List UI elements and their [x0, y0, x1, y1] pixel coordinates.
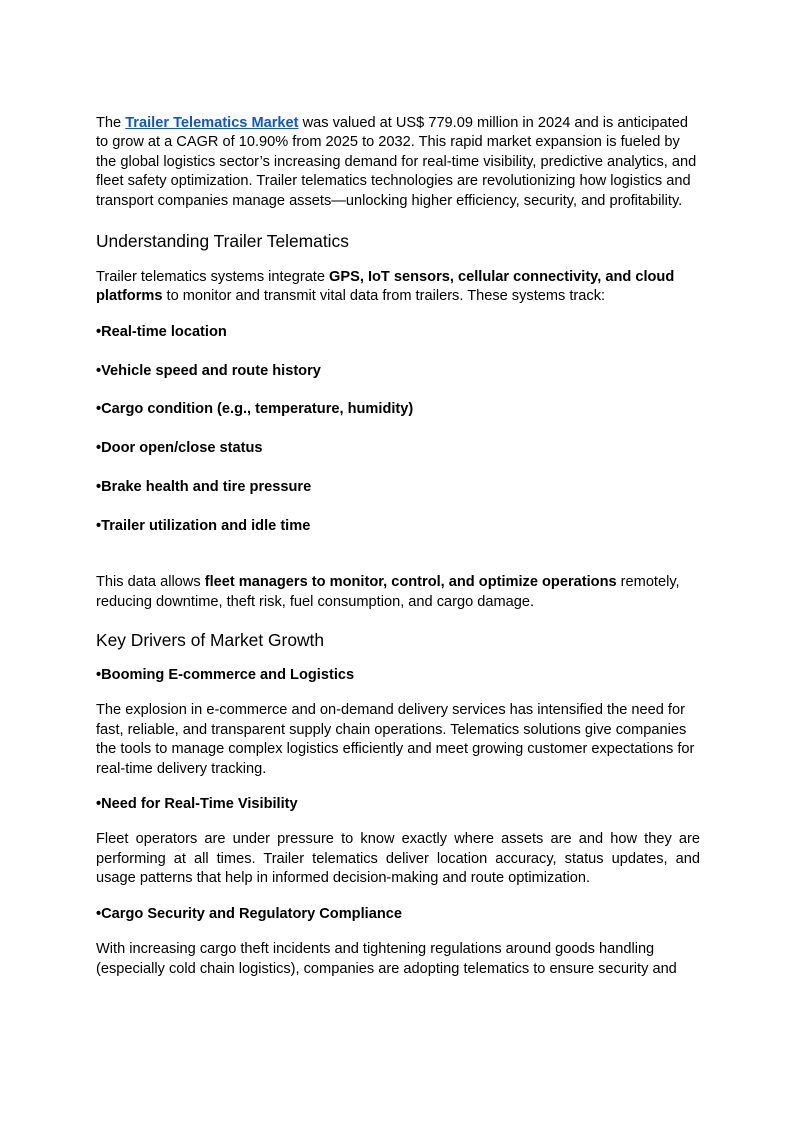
tracked-data-list: [96, 323, 700, 536]
driver-title: •Need for Real-Time Visibility: [96, 796, 298, 813]
driver-title: •Cargo Security and Regulatory Compliance: [96, 905, 402, 922]
list-item: •Cargo condition (e.g., temperature, humidity): [96, 401, 414, 418]
document-page: [96, 114, 700, 979]
driver-title: •Booming E-commerce and Logistics: [96, 667, 355, 684]
list-item: •Door open/close status: [96, 440, 263, 457]
intro-paragraph: [96, 114, 700, 211]
section-heading-drivers: Key Drivers of Market Growth: [96, 630, 325, 651]
market-link[interactable]: Trailer Telematics Market: [125, 115, 299, 131]
summary-prefix: This data allows: [96, 574, 205, 591]
intro-text: was valued at US$ 779.09 million in 2024 and is anticipated to grow at a CAGR of 10.90% from 2025 to 2032. This rapid market expansion is fueled by the global logistics sector’s increasing demand for real-time visibility, predictive analytics, and fleet safety optimization. Trailer telematics technologies are revolutionizing how logistics and transport companies manage assets—unlocking higher efficiency, security, and profitability.: [96, 115, 697, 209]
list-item: •Vehicle speed and route history: [96, 362, 321, 379]
driver-body: With increasing cargo theft incidents and tightening regulations around goods handling (especially cold chain logistics), companies are adopting telematics to ensure security and: [96, 941, 677, 977]
intro-prefix: The: [96, 115, 126, 131]
summary-suffix: remotely, reducing downtime, theft risk, fuel consumption, and cargo damage.: [96, 574, 680, 610]
list-item: •Real-time location: [96, 323, 227, 340]
section-heading-understanding: Understanding Trailer Telematics: [96, 231, 349, 252]
lead-suffix: to monitor and transmit vital data from trailers. These systems track:: [162, 288, 606, 305]
driver-body: The explosion in e-commerce and on-demand delivery services has intensified the need for fast, reliable, and transparent supply chain operations. Telematics solutions give companies the tools to manage complex logistics efficiently and meet growing customer expectations for real-time delivery tracking.: [96, 702, 695, 777]
driver-body: Fleet operators are under pressure to know exactly where assets are and how they are performing at all times. Trailer telematics deliver location accuracy, status updates, and usage patterns that help in informed decision-making and route optimization.: [96, 831, 700, 887]
list-item: •Brake health and tire pressure: [96, 479, 312, 496]
telematics-lead-paragraph: [96, 268, 700, 307]
lead-bold: GPS, IoT sensors, cellular connectivity, and cloud platforms: [96, 269, 675, 305]
lead-prefix: Trailer telematics systems integrate: [96, 269, 330, 286]
list-item: •Trailer utilization and idle time: [96, 517, 311, 534]
summary-bold: fleet managers to monitor, control, and optimize operations: [204, 574, 617, 591]
summary-paragraph: [96, 573, 700, 612]
